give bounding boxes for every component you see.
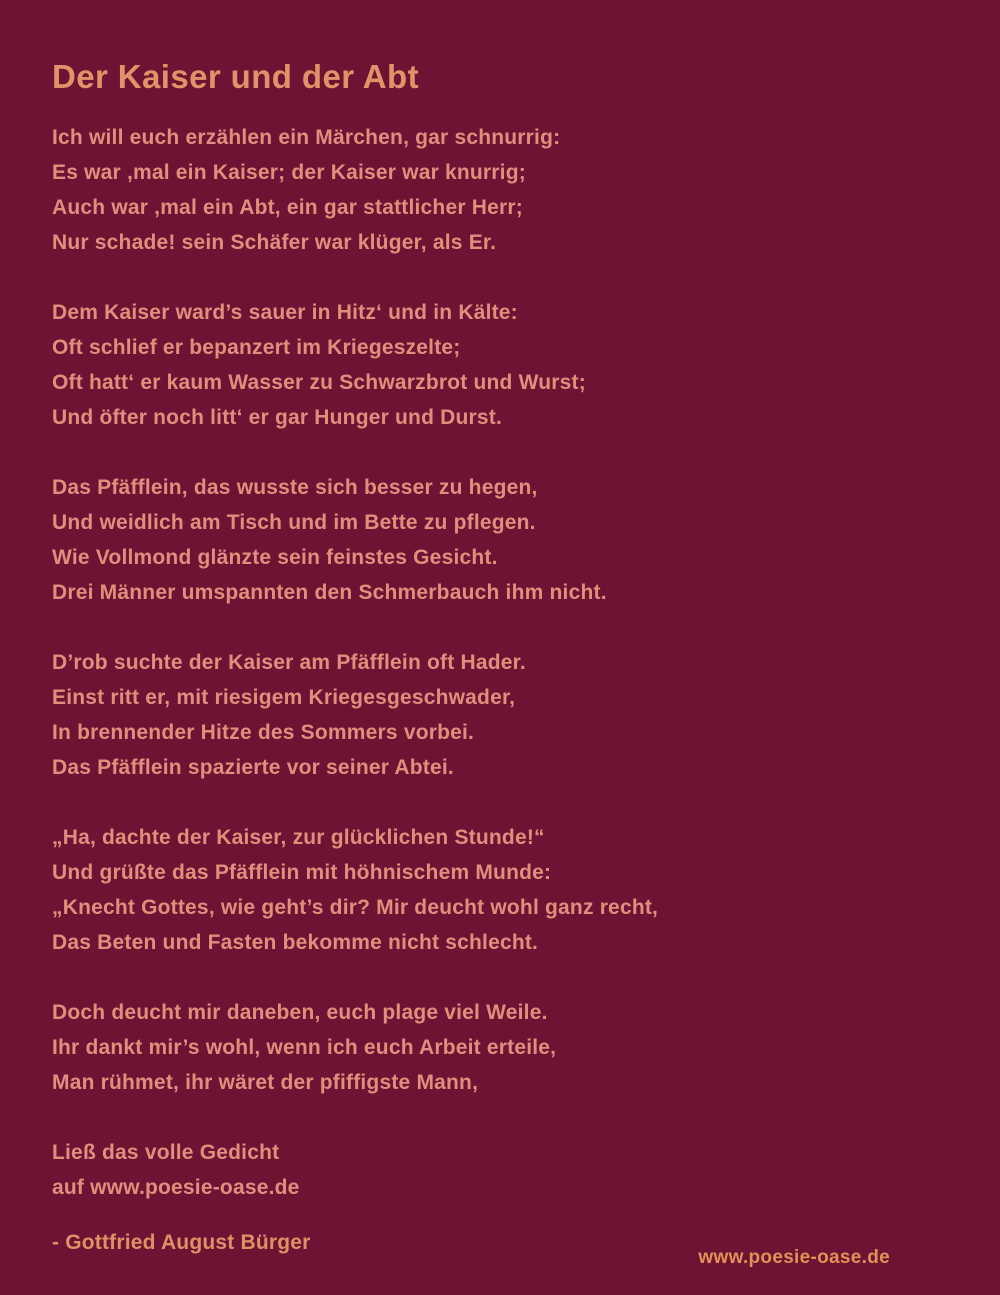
teaser-line: Ließ das volle Gedicht	[52, 1141, 280, 1164]
poem-line: Und grüßte das Pfäfflein mit höhnischem Munde:	[52, 861, 552, 884]
poem-title: Der Kaiser und der Abt	[52, 58, 419, 95]
poem-line: Ich will euch erzählen ein Märchen, gar schnurrig:	[52, 126, 561, 149]
poem-line: Ihr dankt mir’s wohl, wenn ich euch Arbeit erteile,	[52, 1036, 557, 1059]
poem-stanzas	[52, 120, 960, 1100]
poem-line: Das Pfäfflein spazierte vor seiner Abtei.	[52, 756, 454, 779]
poem-line: Drei Männer umspannten den Schmerbauch ihm nicht.	[52, 581, 607, 604]
poem-stanza	[52, 820, 960, 960]
poem-stanza	[52, 470, 960, 610]
teaser-line: auf www.poesie-oase.de	[52, 1176, 300, 1199]
poem-teaser	[52, 1135, 960, 1205]
poem-line: Das Beten und Fasten bekomme nicht schlecht.	[52, 931, 539, 954]
poem-line: In brennender Hitze des Sommers vorbei.	[52, 721, 475, 744]
poem-stanza	[52, 645, 960, 785]
poem-line: Auch war ,mal ein Abt, ein gar stattlicher Herr;	[52, 196, 523, 219]
poem-line: Oft schlief er bepanzert im Kriegeszelte;	[52, 336, 461, 359]
poem-line: Es war ,mal ein Kaiser; der Kaiser war knurrig;	[52, 161, 526, 184]
poem-line: D’rob suchte der Kaiser am Pfäfflein oft Hader.	[52, 651, 526, 674]
poem-line: Und weidlich am Tisch und im Bette zu pflegen.	[52, 511, 536, 534]
poem-author: - Gottfried August Bürger	[52, 1231, 311, 1254]
poem-stanza	[52, 995, 960, 1100]
poem-line: Nur schade! sein Schäfer war klüger, als Er.	[52, 231, 497, 254]
poem-stanza	[52, 120, 960, 260]
poem-line: Einst ritt er, mit riesigem Kriegesgeschwader,	[52, 686, 516, 709]
poem-line: Das Pfäfflein, das wusste sich besser zu hegen,	[52, 476, 538, 499]
poem-line: „Ha, dachte der Kaiser, zur glücklichen Stunde!“	[52, 826, 545, 849]
poem-line: Und öfter noch litt‘ er gar Hunger und Durst.	[52, 406, 502, 429]
poem-line: Oft hatt‘ er kaum Wasser zu Schwarzbrot und Wurst;	[52, 371, 586, 394]
poem-line: Dem Kaiser ward’s sauer in Hitz‘ und in Kälte:	[52, 301, 518, 324]
poem-line: Wie Vollmond glänzte sein feinstes Gesicht.	[52, 546, 498, 569]
poem-stanza	[52, 295, 960, 435]
site-watermark: www.poesie-oase.de	[698, 1247, 890, 1268]
poem-line: Doch deucht mir daneben, euch plage viel Weile.	[52, 1001, 548, 1024]
poem-line: „Knecht Gottes, wie geht’s dir? Mir deucht wohl ganz recht,	[52, 896, 659, 919]
poem-line: Man rühmet, ihr wäret der pfiffigste Mann,	[52, 1071, 479, 1094]
